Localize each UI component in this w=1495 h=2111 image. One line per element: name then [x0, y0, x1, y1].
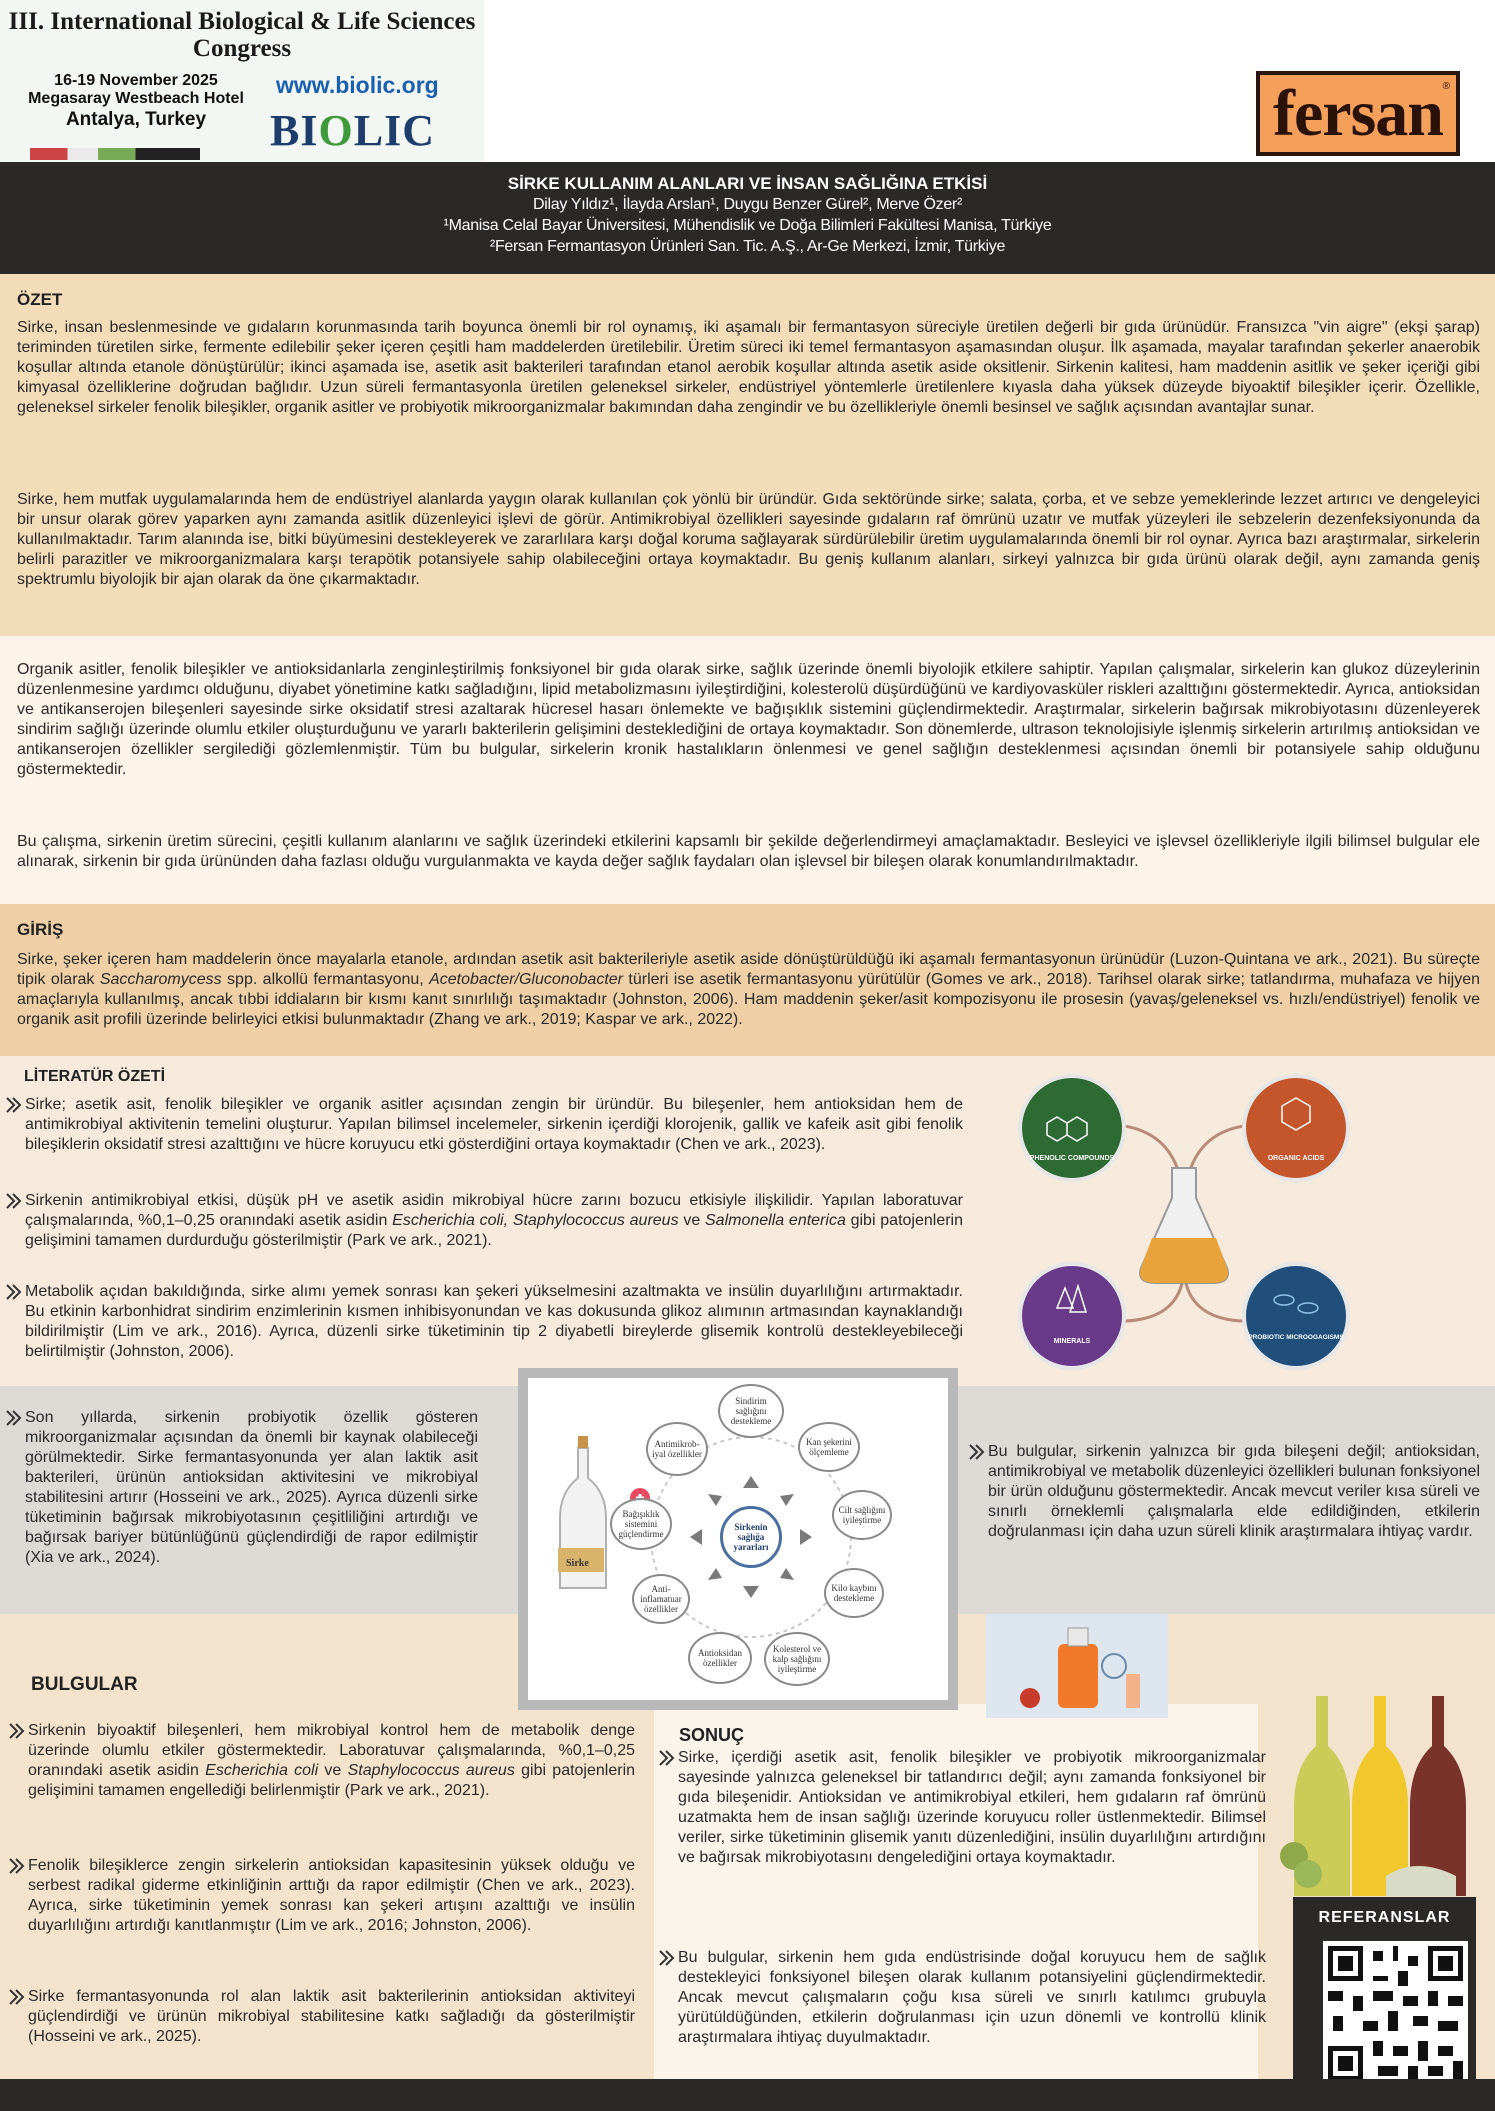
literatur-bullet-2: Sirkenin antimikrobiyal etkisi, düşük pH ve asetik asidin mikrobiyal hücre zarını bozucu etkisiyle ilişkilidir. Yapılan laboratuvar çalışmalarında, %0,1–0,25 oranındaki asetik asidin Escherichia coli, Staphylococcus aureus ve Salmonella enterica gibi patojenlerin gelişimini tamamen durdurduğu gösterilmiştir (Park ve ark., 2021).	[5, 1191, 963, 1251]
diagram-center: Sirkenin sağlığa yararları	[720, 1506, 782, 1568]
chevron-right-icon	[8, 1722, 26, 1740]
poster-affiliation-1: ¹Manisa Celal Bayar Üniversitesi, Mühendislik ve Doğa Bilimleri Fakültesi Manisa, Türkiye	[443, 217, 1052, 234]
footer-bar	[0, 2079, 1495, 2111]
bulgular-bullet-1: Sirkenin biyoaktif bileşenleri, hem mikrobiyal kontrol hem de metabolik denge üzerinde olumlu etkiler göstermektedir. Laboratuvar çalışmalarında, %0,1–0,25 oranındaki asetik asidin Escherichia coli ve Staphylococcus aureus gibi patojenlerin gelişimini tamamen engellediği belirlenmiştir (Park ve ark., 2021).	[8, 1721, 635, 1801]
poster-authors: Dilay Yıldız¹, İlayda Arslan¹, Duygu Benzer Gürel², Merve Özer²	[533, 196, 962, 213]
fersan-logo: fersan ®	[1256, 71, 1460, 156]
lab-bottles-image	[986, 1614, 1168, 1718]
probiotic-label: PROBIOTIC MICROOGAGISMS	[1248, 1334, 1344, 1341]
benefit-antimicrobial: Antimikrob-iyal özellikler	[646, 1422, 708, 1476]
giris-heading: GİRİŞ	[17, 920, 64, 939]
phenolic-label: PHENOLIC COMPOUNDS	[1029, 1155, 1115, 1162]
bulgular-bullet-2: Fenolik bileşiklerce zengin sirkelerin antioksidan kapasitesinin yüksek olduğu ve serbest radikal giderme etkinliğinin arttığı da rapor edilmiştir (Chen ve ark., 2023). Ayrıca, sirke tüketiminin yemek sonrası kan şekeri artışını azalttığı ve insülin duyarlılığını artırdığı kanıtlanmıştır (Lim ve ark., 2016; Johnston, 2006).	[8, 1856, 635, 1936]
phenolic-compounds-icon	[1020, 1076, 1124, 1180]
giris-section	[0, 904, 1495, 1056]
flask-icon	[1140, 1168, 1228, 1283]
ozet-section	[0, 274, 1495, 636]
literatur-bullet-1: Sirke; asetik asit, fenolik bileşikler ve organik asitler açısından zengin bir üründür. Bu bileşenler, hem antioksidan hem de antimikrobiyal aktivitenin temelini oluşturur. Yapılan bilimsel incelemeler, sirkenin içerdiği klorojenik, gallik ve kafeik asit gibi fenolik bileşiklerin oksidatif stresi azalttığını ve hücre koruyucu etki gösterdiğini ortaya koymaktadır (Chen ve ark., 2023).	[5, 1095, 963, 1155]
congress-website[interactable]: www.biolic.org	[276, 72, 439, 98]
chevron-right-icon	[968, 1443, 986, 1461]
literatur-bullet-4: Son yıllarda, sirkenin probiyotik özellik gösteren mikroorganizmalar açısından da önemli bir kaynak olabileceği görülmektedir. Sirke fermantasyonunda yer alan laktik asit bakterileri, ürünün antioksidan aktivitesini ve mikrobiyal stabilitesini artırır (Hosseini ve ark., 2025). Ayrıca düzenli sirke tüketiminin bağırsak mikrobiyotasının çeşitliliğini artırdığı ve bağırsak bariyer bütünlüğünü güçlendirdiği de rapor edilmiştir (Xia ve ark., 2024).	[5, 1408, 478, 1568]
sonuc-heading: SONUÇ	[679, 1725, 745, 1745]
bulgular-heading: BULGULAR	[31, 1674, 138, 1695]
chevron-right-icon	[8, 1857, 26, 1875]
chevron-right-icon	[8, 1988, 26, 2006]
benefit-digestion: Sindirim sağlığını destekleme	[718, 1384, 784, 1438]
organic-acids-icon	[1244, 1076, 1348, 1180]
bulgular-bullet-3: Sirke fermantasyonunda rol alan laktik asit bakterilerinin antioksidan aktiviteyi güçlendirdiği ve ürünün mikrobiyal stabilitesine katkı sağladığı da gösterilmiştir (Hosseini ve ark., 2025).	[8, 1987, 635, 2047]
literatur-heading: LİTERATÜR ÖZETİ	[24, 1068, 166, 1085]
poster-affiliation-2: ²Fersan Fermantasyon Ürünleri San. Tic. A.Ş., Ar-Ge Merkezi, İzmir, Türkiye	[489, 238, 1006, 255]
benefit-anti-inflammatory: Anti-inflamatuar özellikler	[632, 1574, 690, 1624]
ozet-paragraph-3: Organik asitler, fenolik bileşikler ve antioksidanlarla zenginleştirilmiş fonksiyonel bir gıda olarak sirke, sağlık üzerinde önemli biyolojik etkilere sahiptir. Yapılan çalışmalar, sirkelerin kan glukoz düzeylerinin düzenlenmesine yardımcı olduğunu, diyabet yönetimine katkı sağladığını, lipid metabolizmasını iyileştirdiğini, kolesterolü düşürdüğünü ve kardiyovasküler riskleri azalttığını göstermektedir. Ayrıca, antioksidan ve antikanserojen bileşenleri sayesinde sirke oksidatif stresi azaltarak hücresel hasarı önlemekte ve bağışıklık sistemini güçlendirmektedir. Araştırmalar, sirkelerin bağırsak mikrobiyotasını düzenleyerek sindirim sağlığı üzerinde olumlu etkiler oluşturduğunu ve yararlı bakterilerin gelişimini desteklediğini de ortaya koymaktadır. Son dönemlerde, ultrason teknolojisiyle işlenmiş sirkelerin artırılmış antioksidan ve antikanserojen özellikler sergilediği gözlemlenmiştir. Tüm bu bulgular, sirkelerin kronik hastalıkların önlenmesi ve genel sağlığın desteklenmesi açısından önemli bir potansiyele sahip olduğunu göstermektedir.	[17, 661, 1480, 778]
congress-details	[6, 72, 266, 132]
qr-code-icon[interactable]	[1323, 1941, 1468, 2086]
benefit-weight-loss: Kilo kaybını destekleme	[824, 1568, 884, 1618]
sonuc-bullet-2: Bu bulgular, sirkenin hem gıda endüstrisinde doğal koruyucu hem de sağlık destekleyici fonksiyonel bileşen olarak kullanım potansiyelini güçlendirmektedir. Ancak mevcut çalışmaların çoğu kısa süreli ve sınırlı katılımcı grubuyla yürütüldüğünden, etkilerin doğrulanması için uzun dönemli ve kontrollü klinik araştırmalara ihtiyaç duyulmaktadır.	[658, 1948, 1266, 2048]
ozet-continued-section	[0, 636, 1495, 904]
literatur-section	[0, 1056, 1495, 1386]
poster-title-bar	[0, 162, 1495, 274]
biolic-logo: BIOLIC	[270, 106, 435, 155]
chevron-right-icon	[5, 1192, 23, 1210]
ozet-paragraph-2: Sirke, hem mutfak uygulamalarında hem de endüstriyel alanlarda yaygın olarak kullanılan çok yönlü bir üründür. Gıda sektöründe sirke; salata, çorba, et ve sebze yemeklerinde lezzet artırıcı ve dengeleyici bir unsur olarak görev yaparken aynı zamanda asitlik düzenleyici işlevi de görür. Antimikrobiyal özellikleri sayesinde gıdaların raf ömrünü uzatır ve mutfak yüzeyleri ile sebzelerin dezenfeksiyonunda da kullanılmaktadır. Tarım alanında ise, bitki büyümesini destekleyerek ve zararlılara karşı doğal koruma sağlayarak sürdürülebilir üretim uygulamalarında önemli bir rol oynar. Ayrıca bazı araştırmalar, sirkelerin belirli parazitler ve mikroorganizmalara karşı terapötik potansiyele sahip olabileceğini ortaya koymaktadır. Bu geniş kullanım alanları, sirkeyi yalnızca bir gıda ürünü olarak değil, aynı zamanda geniş spektrumlu biyolojik bir ajan olarak da öne çıkarmaktadır.	[17, 491, 1480, 588]
ozet-heading: ÖZET	[17, 290, 63, 309]
giris-paragraph: Sirke, şeker içeren ham maddelerin önce mayalarla etanole, ardından asetik asit bakterileriyle asetik aside dönüştürüldüğü iki aşamalı fermantasyonun ürünüdür (Luzon-Quintana ve ark., 2021). Bu süreçte tipik olarak Saccharomycess spp. alkollü fermantasyonu, Acetobacter/Gluconobacter türleri ise asetik fermantasyonu yürütülür (Gomes ve ark., 2018). Tarihsel olarak sirke; tatlandırma, muhafaza ve hijyen amaçlarıyla kullanılmış, ancak tıbbi iddiaların bir kısmı kanıt sınırlılığı taşımaktadır (Johnston, 2006). Ham maddenin şeker/asit kompozisyonu ile prosesin (yavaş/geleneksel vs. hızlı/endüstriyel) fenolik ve organik asit profili üzerinde belirleyici etkisi bulunmaktadır (Zhang ve ark., 2019; Kaspar ve ark., 2022).	[17, 951, 1480, 1028]
chevron-right-icon	[658, 1949, 676, 1967]
congress-title: III. International Biological & Life Sciences Congress	[8, 8, 476, 62]
minerals-label: MINERALS	[1053, 1338, 1091, 1345]
chevron-right-icon	[5, 1096, 23, 1114]
probiotic-microorganisms-icon	[1244, 1264, 1348, 1368]
congress-dates: 16-19 November 2025	[54, 72, 218, 89]
chevron-right-icon	[658, 1749, 676, 1767]
health-benefits-diagram	[518, 1368, 958, 1710]
references-label: REFERANSLAR	[1318, 1909, 1451, 1926]
congress-city: Antalya, Turkey	[65, 109, 207, 130]
vinegar-compounds-illustration	[1012, 1068, 1358, 1374]
sonuc-bullet-1: Sirke, içerdiği asetik asit, fenolik bileşikler ve probiyotik mikroorganizmalar sayesinde yalnızca geleneksel bir tatlandırıcı değil; aynı zamanda fonksiyonel bir gıda bileşenidir. Antioksidan ve antimikrobiyal etkileri, hem gıdaların raf ömrünü uzatmakta hem de insan sağlığı üzerinde koruyucu roller üstlenmektedir. Bilimsel veriler, sirke tüketiminin glisemik yanıtı düzenlediğini, insülin duyarlılığını artırdığını ve bağırsak mikrobiyotasını dengelediğini ortaya koymaktadır.	[658, 1748, 1266, 1868]
references-box[interactable]	[1293, 1897, 1476, 2097]
benefit-skin: Cilt sağlığını iyileştirme	[832, 1490, 892, 1540]
congress-venue: Megasaray Westbeach Hotel	[28, 90, 244, 107]
poster-title: SİRKE KULLANIM ALANLARI VE İNSAN SAĞLIĞINA ETKİSİ	[507, 174, 988, 193]
ozet-paragraph-4: Bu çalışma, sirkenin üretim sürecini, çeşitli kullanım alanlarını ve sağlık üzerindeki etkilerini kapsamlı bir şekilde değerlendirmeyi amaçlamaktadır. Besleyici ve işlevsel özellikleriyle ilgili bilimsel bulgular ele alınarak, sirkenin bir gıda ürününden daha fazlası olduğu vurgulanmakta ve kayda değer sağlık faydaları olan işlevsel bir bileşen olarak konumlandırılmaktadır.	[17, 833, 1480, 870]
chevron-right-icon	[5, 1409, 23, 1427]
benefit-antioxidant: Antioksidan özellikler	[688, 1632, 752, 1684]
literatur-bullet-3: Metabolik açıdan bakıldığında, sirke alımı yemek sonrası kan şekeri yükselmesini azaltmakta ve insülin duyarlılığını artırmaktadır. Bu etkinin karbonhidrat sindirim enzimlerinin kısmen inhibisyonundan ve kas dokusunda glikoz alımının artmasından kaynaklandığı bildirilmiştir (Lim ve ark., 2016). Ayrıca, düzenli sirke tüketiminin tip 2 diyabetli bireylerde glisemik kontrolü destekleyebileceği belirtilmiştir (Johnston, 2006).	[5, 1282, 963, 1362]
bottle-label: Sirke	[566, 1558, 589, 1569]
vinegar-bottles-image	[1276, 1686, 1486, 1906]
benefit-heart: Kolesterol ve kalp sağlığını iyileştirme	[764, 1632, 830, 1686]
literatur-bullet-5: Bu bulgular, sirkenin yalnızca bir gıda bileşeni değil; antioksidan, antimikrobiyal ve metabolik düzenleyici özellikleri bulunan fonksiyonel bir ürün olduğunu göstermektedir. Ancak mevcut veriler kısa süreli ve sınırlı örneklemli çalışmalarla elde edildiğinden, etkilerin doğrulanması için daha uzun süreli klinik araştırmalara ihtiyaç vardır.	[968, 1442, 1480, 1542]
benefit-immunity: Bağışıklık sistemini güçlendirme	[610, 1498, 672, 1550]
benefit-blood-sugar: Kan şekerini ölçemleme	[798, 1422, 860, 1472]
congress-banner	[0, 0, 484, 162]
ozet-paragraph-1: Sirke, insan beslenmesinde ve gıdaların korunmasında tarih boyunca önemli bir rol oynamış, iki aşamalı bir fermantasyon süreciyle üretilen değerli bir gıda ürünüdür. Fransızca "vin aigre" (ekşi şarap) teriminden türetilen sirke, fermente edilebilir şeker içeren çeşitli ham maddelerden üretilebilir. Üretim süreci iki temel fermantasyon aşamasından oluşur. İlk aşamada, mayalar tarafından şekerler anaerobik koşullar altında etanole dönüştürülür; ikinci aşamada ise, asetik asit bakterileri tarafından etanol aerobik koşullar altında asetik aside oksitlenir. Sirkenin kalitesi, ham maddenin asitlik ve şeker içeriği gibi kimyasal özelliklerine doğrudan bağlıdır. Uzun süreli fermantasyonla üretilen geleneksel sirkeler, endüstriyel yöntemlerle üretilenlere kıyasla daha yüksek düzeyde biyoaktif bileşikler içerir. Özellikle, geleneksel sirkeler fenolik bileşikler, organik asitler ve probiyotik mikroorganizmalar bakımından daha zengindir ve bu özellikleriyle önemli besinsel ve sağlık açısından avantajlar sunar.	[17, 319, 1480, 416]
organic-label: ORGANIC ACIDS	[1267, 1155, 1325, 1162]
banner-photo-strip	[30, 148, 200, 160]
chevron-right-icon	[5, 1283, 23, 1301]
minerals-icon	[1020, 1264, 1124, 1368]
